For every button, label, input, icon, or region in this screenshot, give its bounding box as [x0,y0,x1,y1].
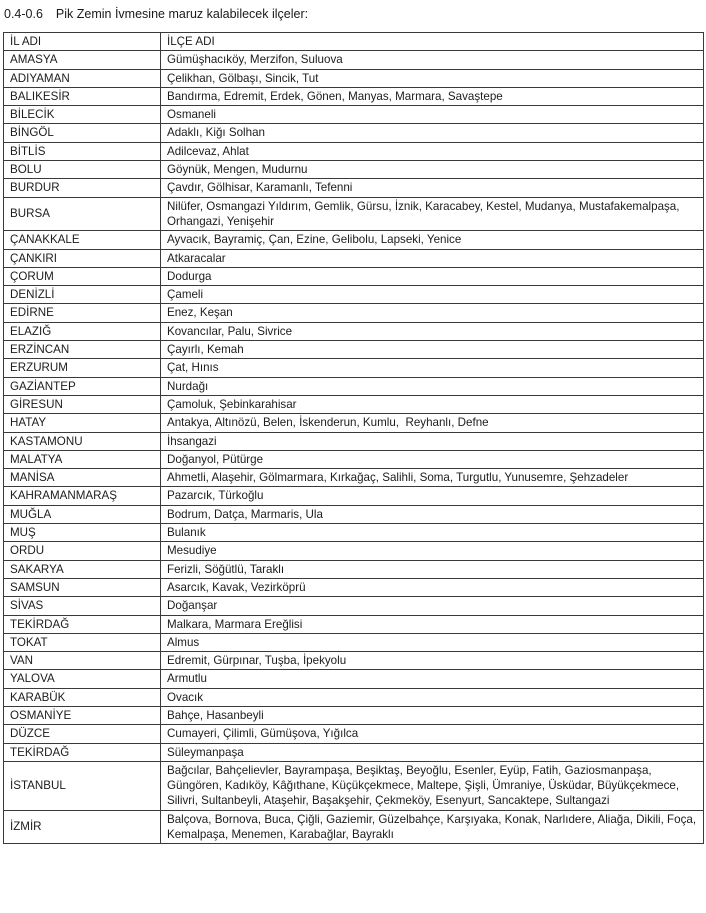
districts-cell: Bulanık [161,524,704,542]
districts-cell: Antakya, Altınözü, Belen, İskenderun, Kumlu, Reyhanlı, Defne [161,414,704,432]
province-cell: DENİZLİ [4,286,161,304]
districts-cell: Bandırma, Edremit, Erdek, Gönen, Manyas, Marmara, Savaştepe [161,87,704,105]
districts-cell: Malkara, Marmara Ereğlisi [161,615,704,633]
page-title-text: Pik Zemin İvmesine maruz kalabilecek ilçeler: [55,7,309,21]
districts-cell: Edremit, Gürpınar, Tuşba, İpekyolu [161,652,704,670]
districts-cell: Kovancılar, Palu, Sivrice [161,322,704,340]
province-cell: BİTLİS [4,142,161,160]
table-row [4,286,704,304]
table-row [4,197,704,231]
districts-cell: Enez, Keşan [161,304,704,322]
table-row [4,142,704,160]
table-row [4,706,704,724]
province-cell: TOKAT [4,633,161,651]
districts-cell: Cumayeri, Çilimli, Gümüşova, Yığılca [161,725,704,743]
province-cell: BOLU [4,161,161,179]
province-cell: DÜZCE [4,725,161,743]
table-row [4,487,704,505]
districts-cell: Atkaracalar [161,249,704,267]
province-cell: KARABÜK [4,688,161,706]
table-row [4,560,704,578]
districts-cell: Doğanşar [161,597,704,615]
districts-cell: Ovacık [161,688,704,706]
province-cell: MALATYA [4,450,161,468]
province-cell: MUŞ [4,524,161,542]
province-cell: KAHRAMANMARAŞ [4,487,161,505]
districts-cell: Mesudiye [161,542,704,560]
column-header-district: İLÇE ADI [161,33,704,51]
table-row [4,670,704,688]
province-cell: TEKİRDAĞ [4,743,161,761]
province-cell: ÇANAKKALE [4,231,161,249]
province-cell: BİLECİK [4,106,161,124]
province-cell: SAMSUN [4,578,161,596]
province-cell: GAZİANTEP [4,377,161,395]
table-row [4,761,704,810]
districts-cell: Çat, Hınıs [161,359,704,377]
table-row [4,615,704,633]
province-cell: ERZİNCAN [4,341,161,359]
districts-cell: Çelikhan, Gölbaşı, Sincik, Tut [161,69,704,87]
province-cell: VAN [4,652,161,670]
districts-cell: Osmaneli [161,106,704,124]
table-row [4,505,704,523]
province-cell: ADIYAMAN [4,69,161,87]
districts-cell: İhsangazi [161,432,704,450]
table-row [4,743,704,761]
districts-cell: Armutlu [161,670,704,688]
table-row [4,124,704,142]
province-cell: ÇORUM [4,267,161,285]
districts-cell: Adaklı, Kiğı Solhan [161,124,704,142]
table-row [4,161,704,179]
table-row [4,322,704,340]
districts-cell: Göynük, Mengen, Mudurnu [161,161,704,179]
table-row [4,395,704,413]
table-row [4,69,704,87]
districts-cell: Bodrum, Datça, Marmaris, Ula [161,505,704,523]
table-row [4,377,704,395]
table-row [4,87,704,105]
districts-cell: Nurdağı [161,377,704,395]
table-row [4,179,704,197]
districts-cell: Almus [161,633,704,651]
table-header-row [4,33,704,51]
table-row [4,597,704,615]
province-cell: TEKİRDAĞ [4,615,161,633]
districts-cell: Asarcık, Kavak, Vezirköprü [161,578,704,596]
province-cell: SİVAS [4,597,161,615]
pga-range-value: 0.4-0.6 [4,7,43,21]
table-row [4,267,704,285]
districts-cell: Doğanyol, Pütürge [161,450,704,468]
districts-cell: Çavdır, Gölhisar, Karamanlı, Tefenni [161,179,704,197]
districts-cell: Balçova, Bornova, Buca, Çiğli, Gaziemir, Güzelbahçe, Karşıyaka, Konak, Narlıdere, Aliağa, Dikili, Foça, Kemalpaşa, Menemen, Karabağlar, Bayraklı [161,810,704,844]
province-cell: HATAY [4,414,161,432]
districts-cell: Çameli [161,286,704,304]
table-row [4,304,704,322]
districts-cell: Çayırlı, Kemah [161,341,704,359]
table-row [4,231,704,249]
table-row [4,359,704,377]
table-row [4,578,704,596]
districts-cell: Çamoluk, Şebinkarahisar [161,395,704,413]
table-row [4,524,704,542]
districts-cell: Adilcevaz, Ahlat [161,142,704,160]
table-row [4,450,704,468]
province-cell: AMASYA [4,51,161,69]
table-row [4,469,704,487]
province-cell: İSTANBUL [4,761,161,810]
districts-cell: Dodurga [161,267,704,285]
table-row [4,106,704,124]
districts-cell: Süleymanpaşa [161,743,704,761]
districts-table [3,32,704,844]
districts-cell: Ayvacık, Bayramiç, Çan, Ezine, Gelibolu, Lapseki, Yenice [161,231,704,249]
table-row [4,725,704,743]
districts-cell: Gümüşhacıköy, Merzifon, Suluova [161,51,704,69]
province-cell: GİRESUN [4,395,161,413]
column-header-province: İL ADI [4,33,161,51]
table-row [4,810,704,844]
province-cell: KASTAMONU [4,432,161,450]
districts-cell: Pazarcık, Türkoğlu [161,487,704,505]
table-row [4,341,704,359]
province-cell: MANİSA [4,469,161,487]
province-cell: ELAZIĞ [4,322,161,340]
table-row [4,542,704,560]
province-cell: ORDU [4,542,161,560]
districts-cell: Ferizli, Söğütlü, Taraklı [161,560,704,578]
table-row [4,652,704,670]
province-cell: SAKARYA [4,560,161,578]
province-cell: BİNGÖL [4,124,161,142]
province-cell: OSMANİYE [4,706,161,724]
table-row [4,688,704,706]
table-row [4,51,704,69]
province-cell: BALIKESİR [4,87,161,105]
province-cell: EDİRNE [4,304,161,322]
table-row [4,414,704,432]
province-cell: ERZURUM [4,359,161,377]
page-title [3,6,703,22]
table-row [4,432,704,450]
province-cell: İZMİR [4,810,161,844]
districts-cell: Bahçe, Hasanbeyli [161,706,704,724]
province-cell: MUĞLA [4,505,161,523]
province-cell: YALOVA [4,670,161,688]
districts-cell: Ahmetli, Alaşehir, Gölmarmara, Kırkağaç, Salihli, Soma, Turgutlu, Yunusemre, Şehzadeler [161,469,704,487]
table-row [4,249,704,267]
province-cell: ÇANKIRI [4,249,161,267]
province-cell: BURDUR [4,179,161,197]
table-row [4,633,704,651]
districts-cell: Nilüfer, Osmangazi Yıldırım, Gemlik, Gürsu, İznik, Karacabey, Kestel, Mudanya, Mustafakemalpaşa, Orhangazi, Yenişehir [161,197,704,231]
districts-cell: Bağcılar, Bahçelievler, Bayrampaşa, Beşiktaş, Beyoğlu, Esenler, Eyüp, Fatih, Gaziosmanpaşa, Güngören, Kadıköy, Kâğıthane, Küçükçekmece, Maltepe, Şişli, Ümraniye, Üsküdar, Büyükçekmece, Silivri, Sultanbeyli, Ataşehir, Başakşehir, Çekmeköy, Esenyurt, Sancaktepe, Sultangazi [161,761,704,810]
province-cell: BURSA [4,197,161,231]
